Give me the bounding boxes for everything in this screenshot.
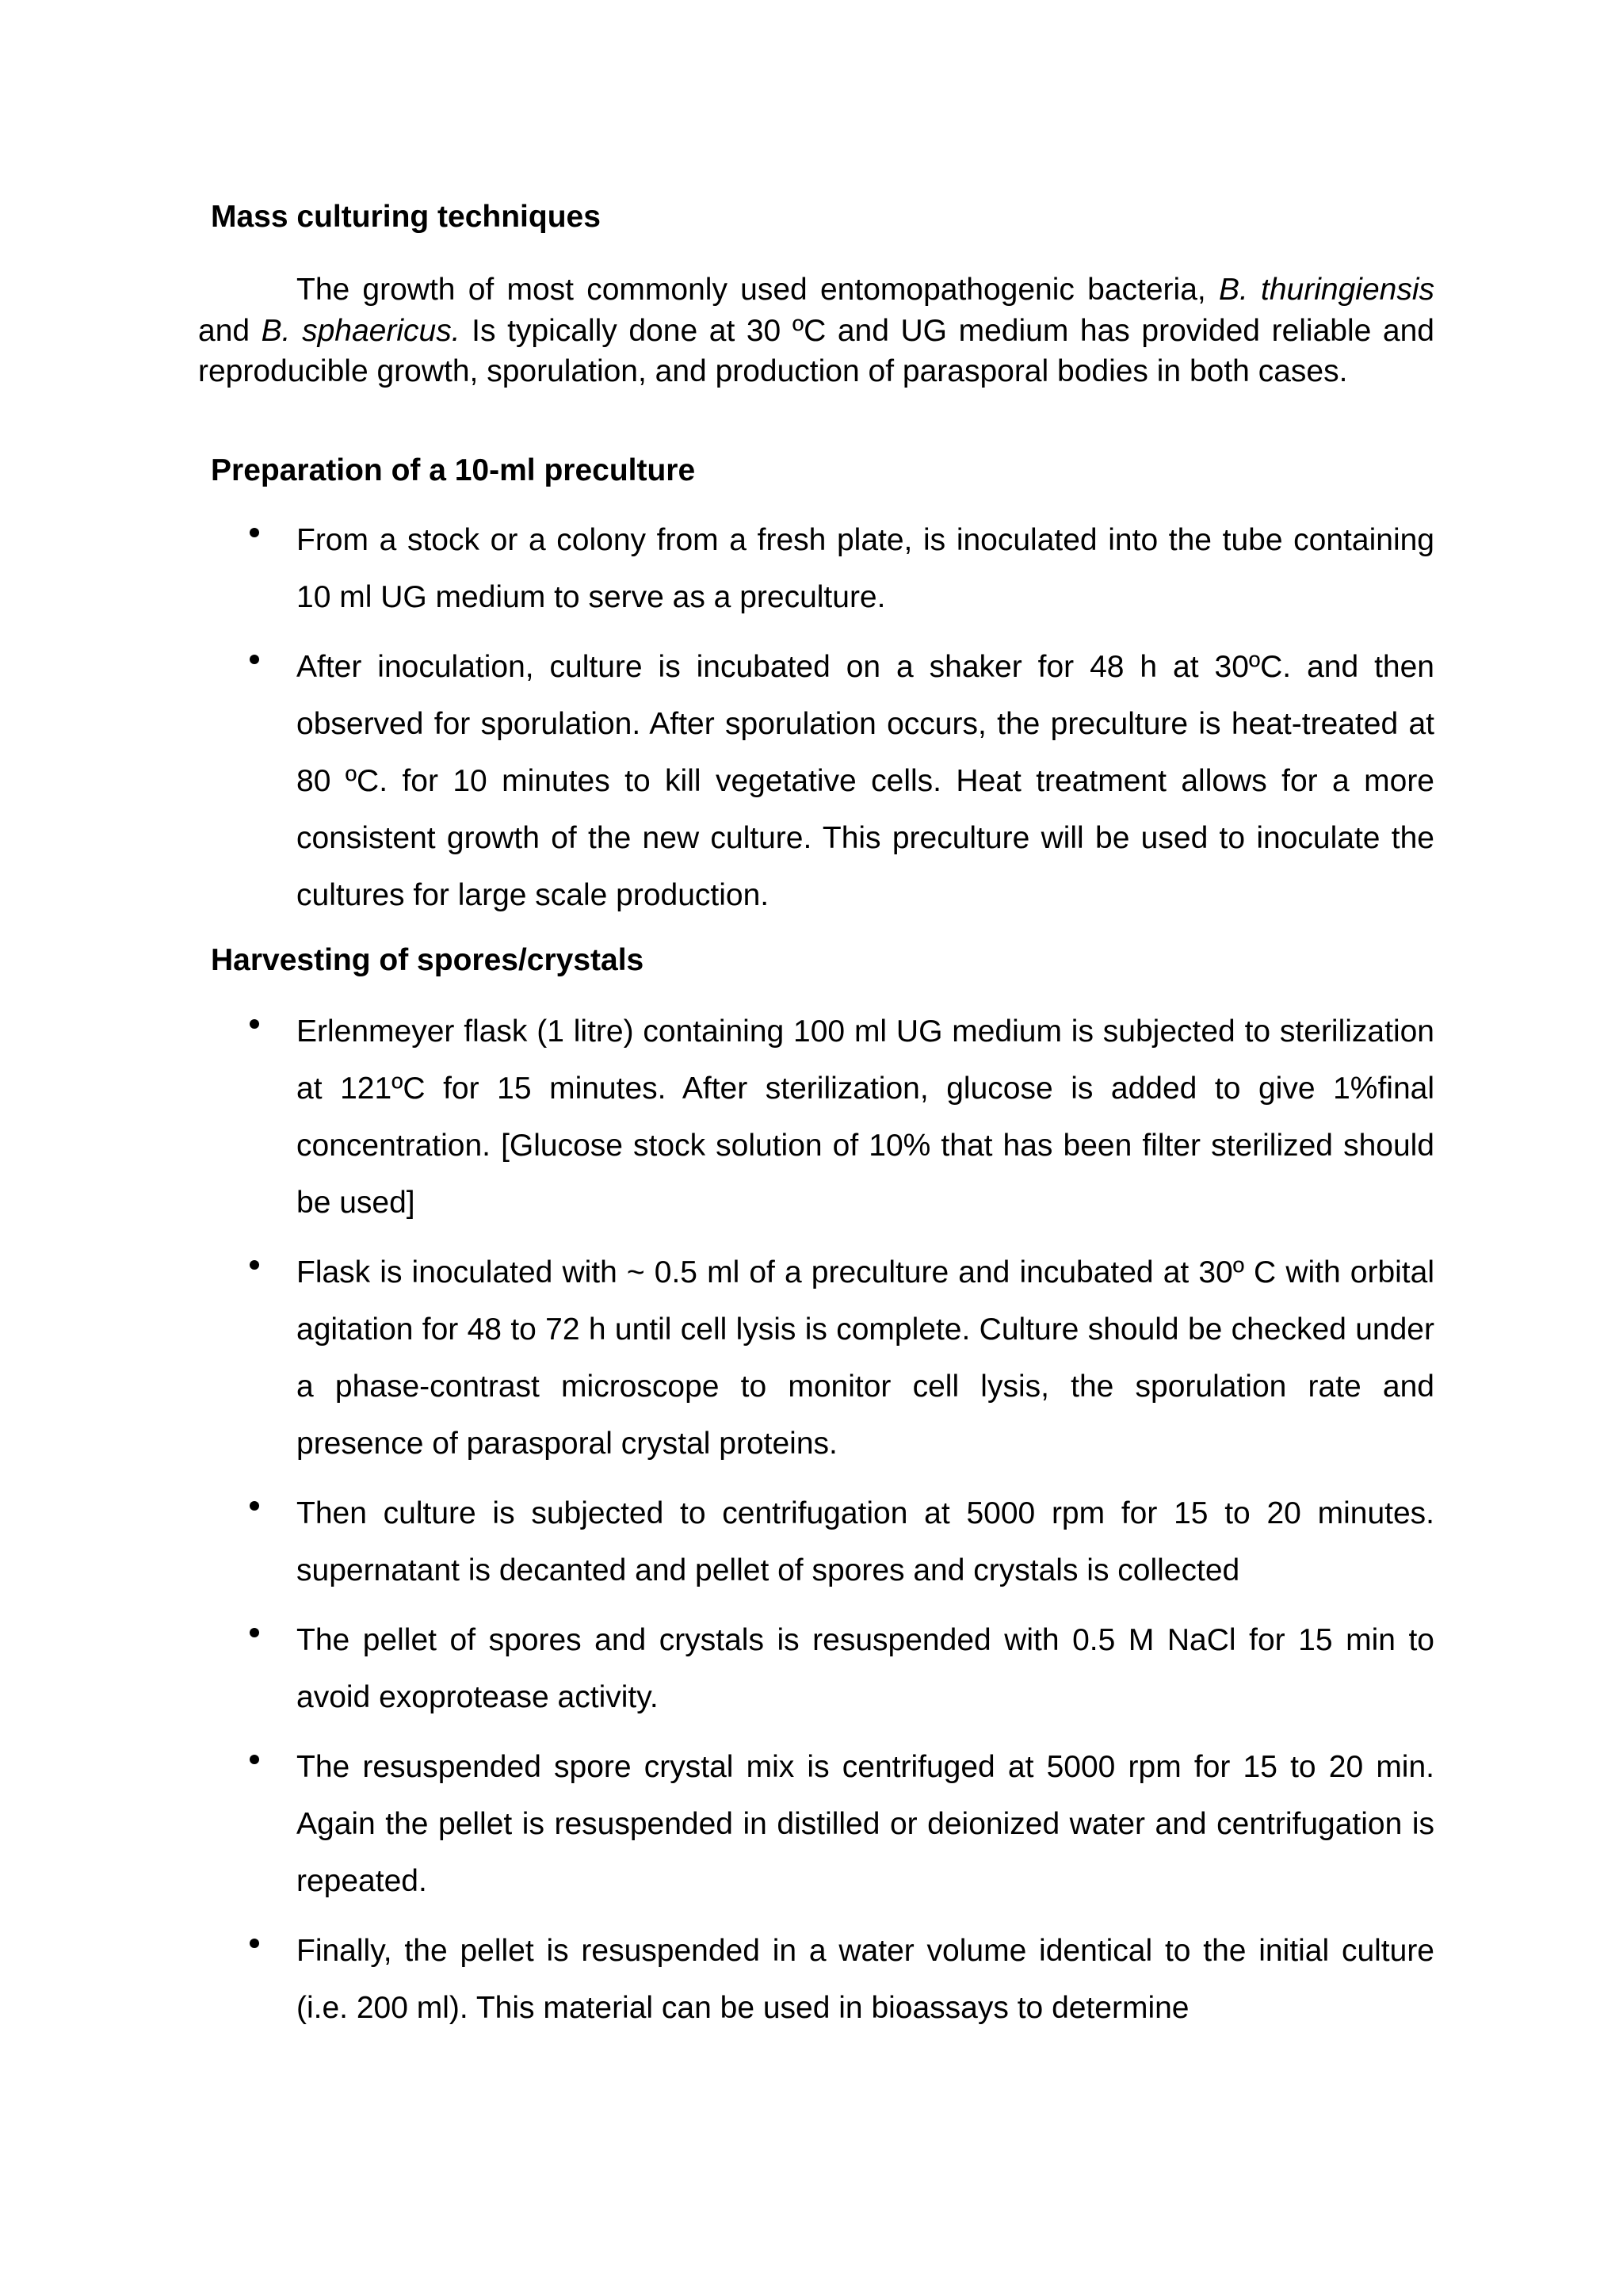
preculture-bullet-list bbox=[0, 512, 1623, 937]
list-item bbox=[0, 1485, 1434, 1599]
list-item-text: From a stock or a colony from a fresh plate, is inoculated into the tube containing 10 ml UG medium to serve as a preculture. bbox=[296, 523, 1434, 614]
bullet-icon bbox=[250, 1260, 259, 1270]
list-item bbox=[0, 1923, 1434, 2037]
harvesting-bullet-list bbox=[0, 1003, 1623, 2050]
list-item-text: The resuspended spore crystal mix is centrifuged at 5000 rpm for 15 to 20 min. Again the pellet is resuspended in distilled or deionized water and centrifugation is repeated. bbox=[296, 1750, 1434, 1898]
intro-text-part1: The growth of most commonly used entomopathogenic bacteria, bbox=[296, 273, 1219, 307]
list-item-text: Flask is inoculated with ~ 0.5 ml of a preculture and incubated at 30º C with orbital agitation for 48 to 72 h until cell lysis is complete. Culture should be checked under a phase-contrast microscope to monitor cell lysis, the sporulation rate and presence of parasporal crystal proteins. bbox=[296, 1255, 1434, 1461]
intro-italic-species2: B. sphaericus. bbox=[261, 313, 460, 348]
intro-italic-species1: B. thuringiensis bbox=[1218, 273, 1434, 307]
section-heading-mass-culturing: Mass culturing techniques bbox=[211, 200, 601, 234]
list-item-text: Finally, the pellet is resuspended in a water volume identical to the initial culture (i.e. 200 ml). This material can be used in bioassays to determine bbox=[296, 1934, 1434, 2025]
bullet-icon bbox=[250, 1501, 259, 1511]
list-item-text: After inoculation, culture is incubated on a shaker for 48 h at 30ºC. and then observed for sporulation. After sporulation occurs, the preculture is heat-treated at 80 ºC. for 10 minutes to kill vegetative cells. Heat treatment allows for a more consistent growth of the new culture. This preculture will be used to inoculate the cultures for large scale production. bbox=[296, 650, 1434, 912]
bullet-icon bbox=[250, 1939, 259, 1948]
intro-paragraph bbox=[198, 269, 1434, 392]
bullet-icon bbox=[250, 1019, 259, 1029]
list-item bbox=[0, 1612, 1434, 1726]
list-item-text: Erlenmeyer flask (1 litre) containing 100 ml UG medium is subjected to sterilization at 121ºC for 15 minutes. After sterilization, glucose is added to give 1%final concentration. [Glucose stock solution of 10% that has been filter sterilized should be used] bbox=[296, 1014, 1434, 1220]
bullet-icon bbox=[250, 655, 259, 664]
list-item bbox=[0, 512, 1434, 626]
list-item bbox=[0, 1244, 1434, 1473]
list-item bbox=[0, 1003, 1434, 1232]
list-item bbox=[0, 639, 1434, 924]
bullet-icon bbox=[250, 528, 259, 537]
list-item-text: Then culture is subjected to centrifugation at 5000 rpm for 15 to 20 minutes. supernatant is decanted and pellet of spores and crystals is collected bbox=[296, 1496, 1434, 1587]
intro-text-part3: Is typically done at 30 ºC and UG medium has provided reliable and reproducible growth, sporulation, and production of parasporal bodies in both cases. bbox=[198, 313, 1434, 388]
list-item-text: The pellet of spores and crystals is resuspended with 0.5 M NaCl for 15 min to avoid exoprotease activity. bbox=[296, 1623, 1434, 1714]
list-item bbox=[0, 1739, 1434, 1910]
section-heading-preculture: Preparation of a 10-ml preculture bbox=[211, 453, 696, 487]
bullet-icon bbox=[250, 1755, 259, 1764]
intro-text-part2: and bbox=[198, 313, 262, 348]
section-heading-harvesting: Harvesting of spores/crystals bbox=[211, 943, 644, 977]
bullet-icon bbox=[250, 1628, 259, 1637]
